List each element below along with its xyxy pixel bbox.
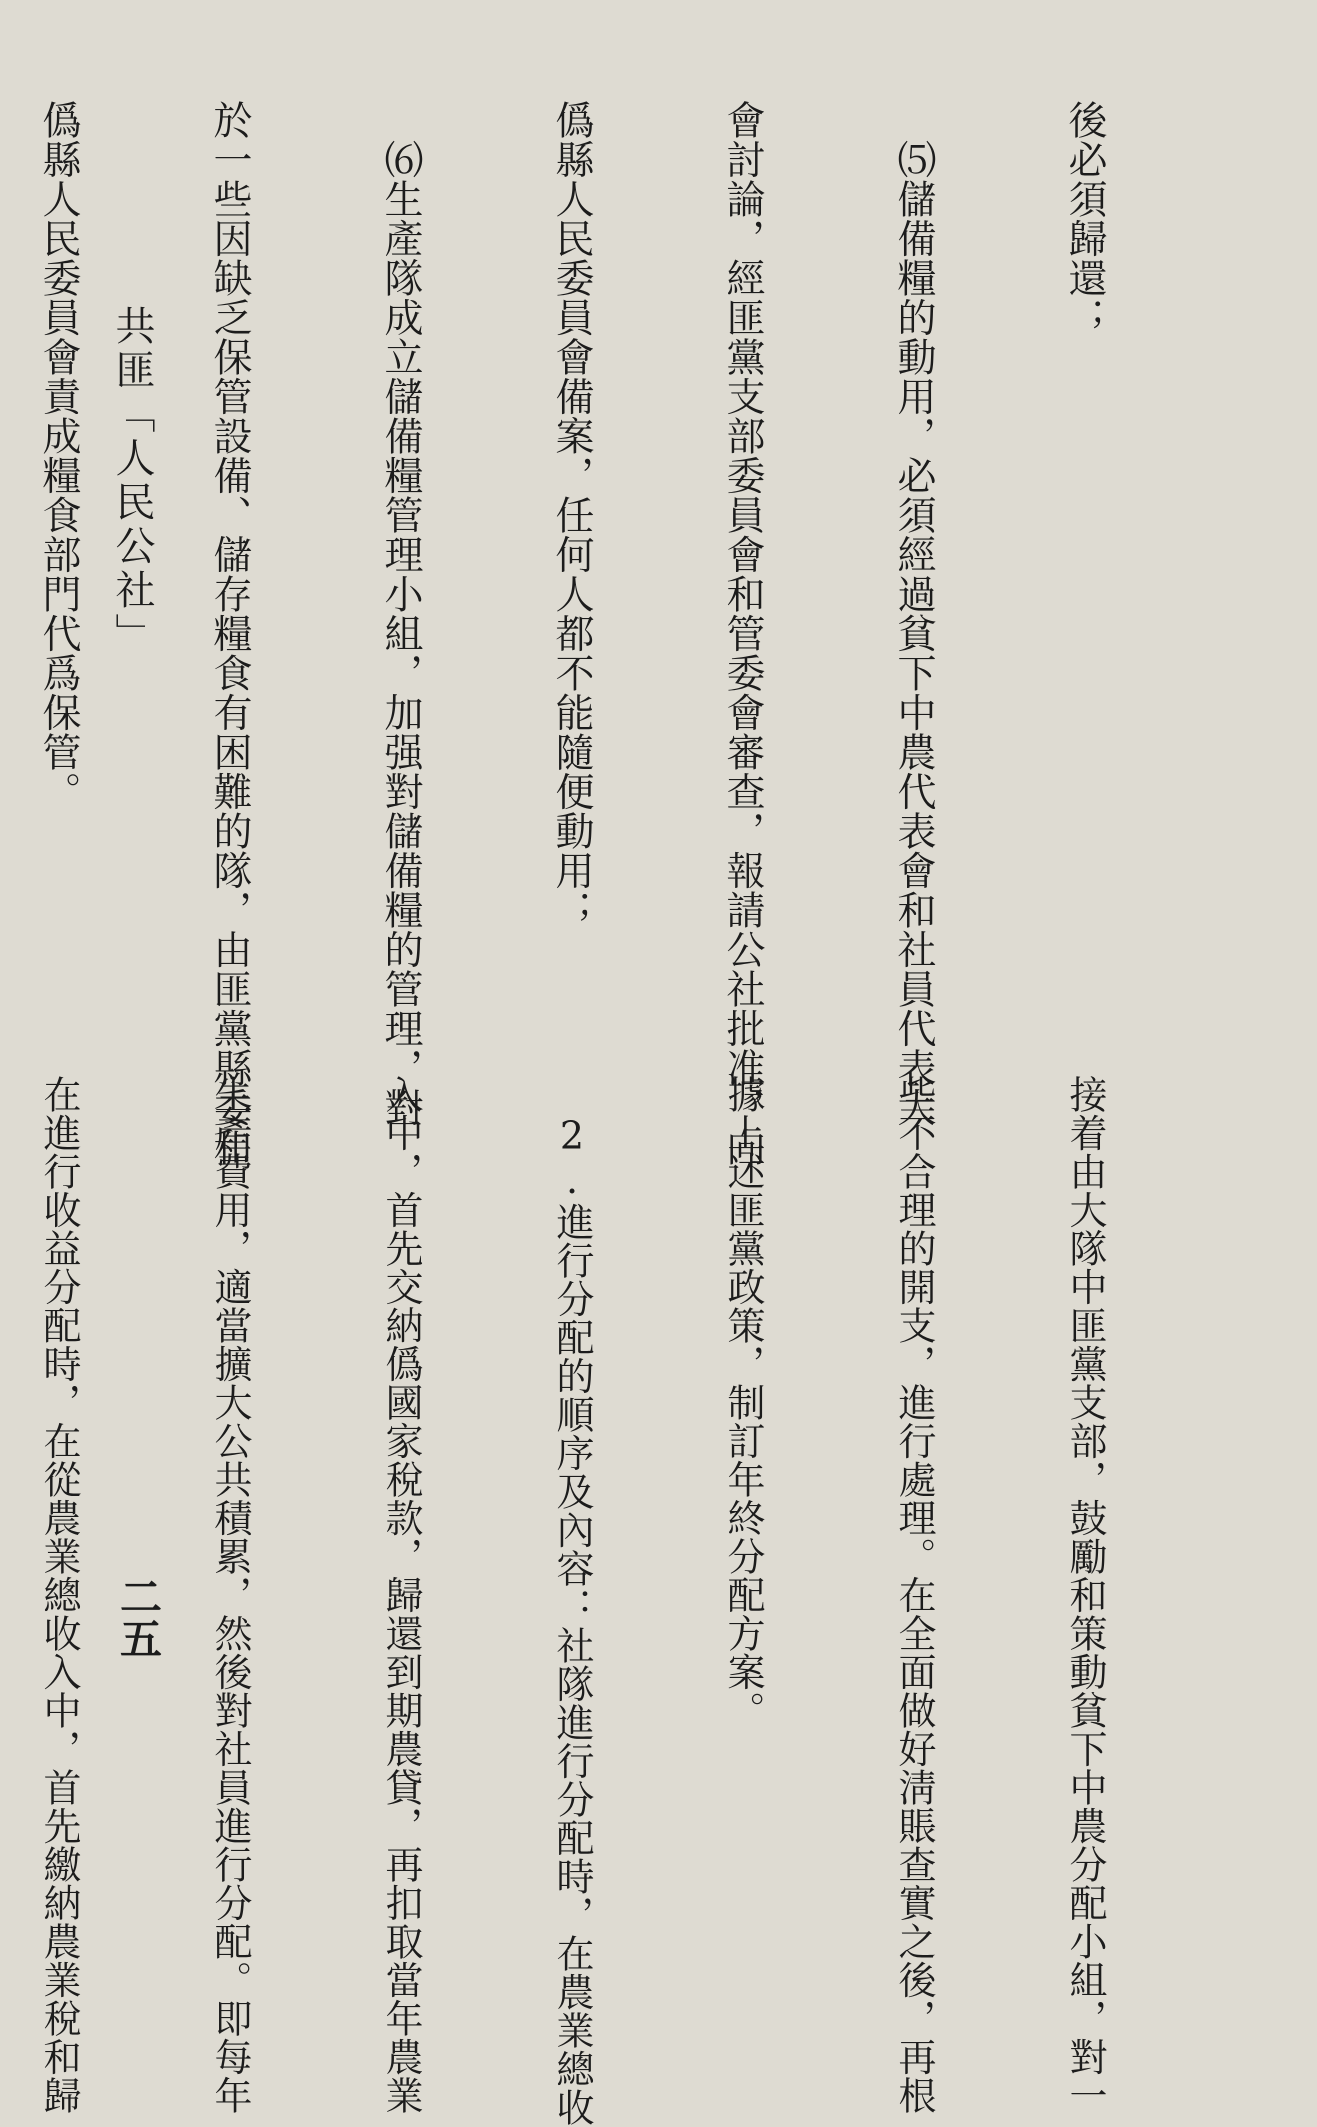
text-column: 於一些因缺乏保管設備、儲存糧食有困難的隊，由匪黨縣委和 — [207, 100, 252, 1167]
text-column: 接着由大隊中匪黨支部，鼓勵和策動貧下中農分配小組，對一 — [1063, 1075, 1107, 2115]
upper-text-block — [36, 100, 1227, 1167]
text-column: 生產費用，適當擴大公共積累，然後對社員進行分配。即每年 — [208, 1075, 252, 2115]
text-column: ⑹生產隊成立儲備糧管理小組，加强對儲備糧的管理，對 — [378, 100, 423, 1127]
text-column: 些不合理的開支，進行處理。在全面做好淸賬查實之後，再根 — [892, 1075, 936, 2115]
running-title: 共匪「人民公社」 — [109, 305, 155, 657]
text-column: 入中，首先交納僞國家稅款，歸還到期農貸，再扣取當年農業 — [379, 1075, 423, 2115]
text-column: 會討論，經匪黨支部委員會和管委會審查，報請公社批准，向 — [720, 100, 765, 1167]
text-column: 2.進行分配的順序及內容：社隊進行分配時，在農業總收 — [550, 1075, 594, 2127]
text-column: 在進行收益分配時，在從農業總收入中，首先繳納農業稅和歸 — [37, 1075, 81, 2115]
page-number: 二五 — [114, 1575, 163, 1659]
text-column: 後必須歸還； — [1062, 100, 1107, 337]
text-column: ⑸儲備糧的動用，必須經過貧下中農代表會和社員代表大 — [891, 100, 936, 1127]
text-column: 僞縣人民委員會備案，任何人都不能隨便動用； — [549, 100, 594, 930]
text-column: 僞縣人民委員會責成糧食部門代爲保管。 — [36, 100, 81, 811]
text-column: 據上述匪黨政策，制訂年終分配方案。 — [721, 1075, 765, 1730]
